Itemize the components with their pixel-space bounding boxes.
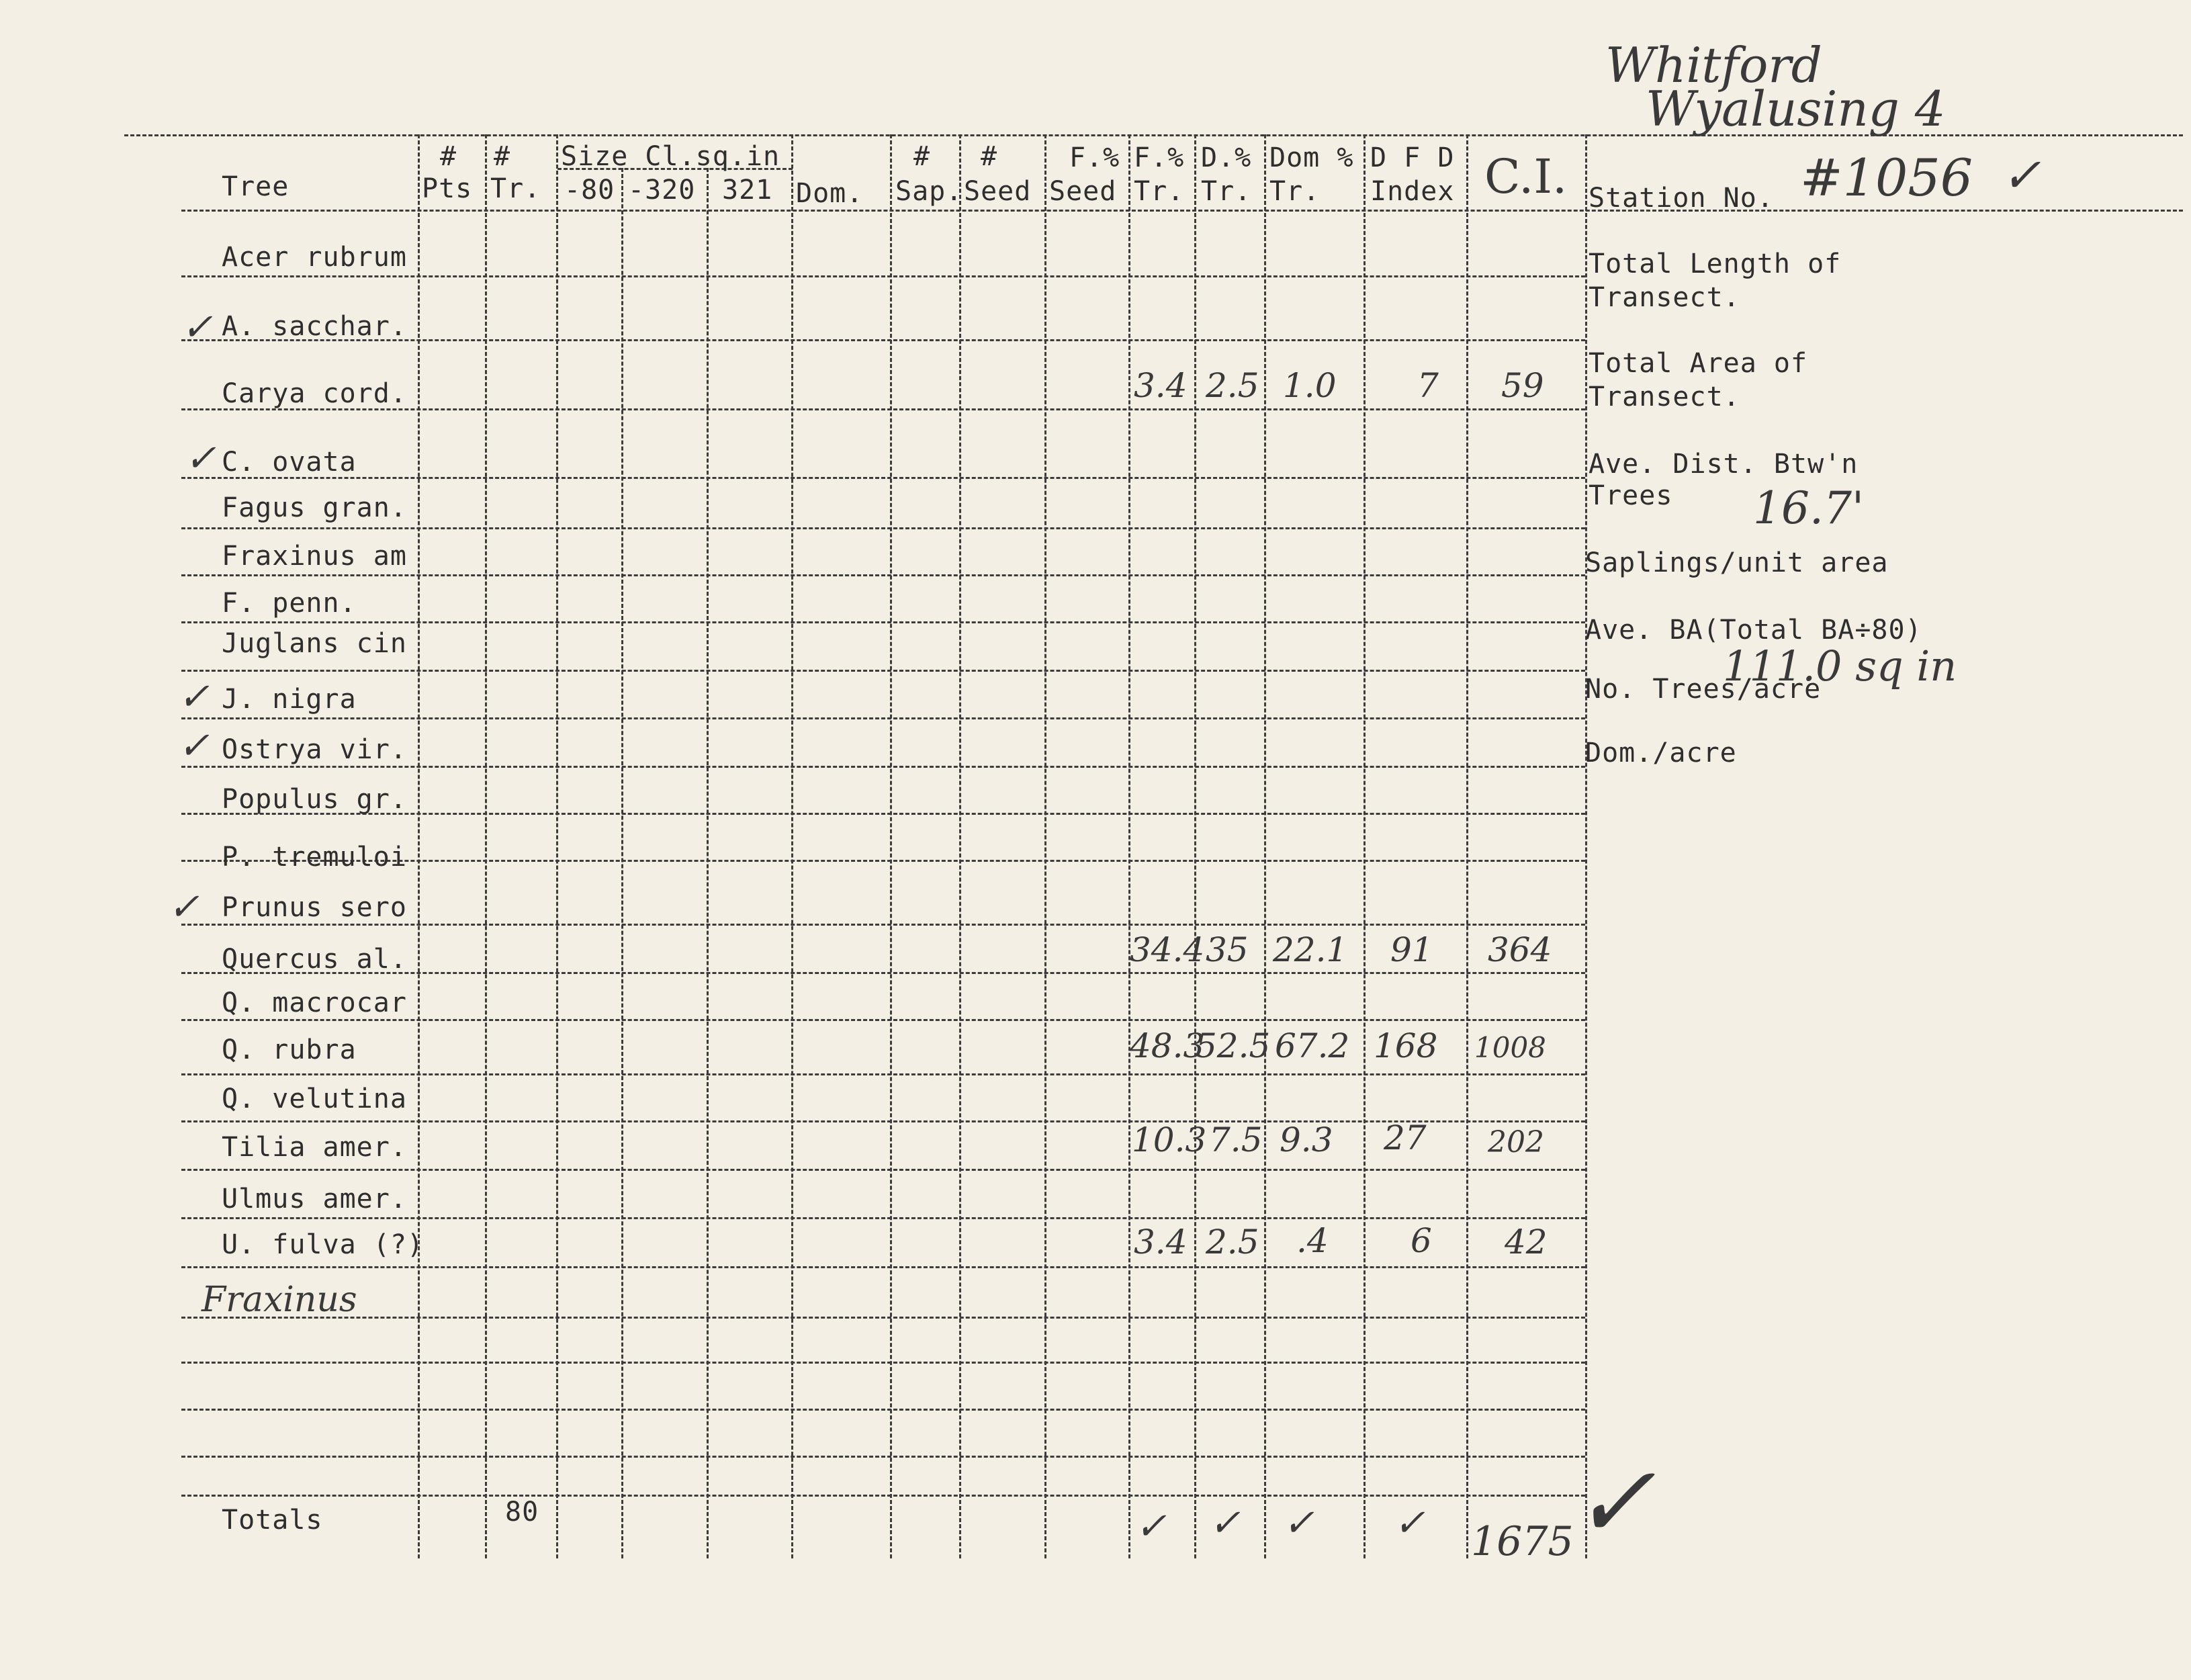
cell-dom-tr: .4 (1296, 1221, 1329, 1260)
species-row: U. fulva (?) (222, 1229, 424, 1260)
cell-dom-tr: 22.1 (1273, 930, 1348, 969)
cell-f-tr: 3.4 (1134, 366, 1188, 405)
col-line (1044, 134, 1046, 1558)
totals-label: Totals (222, 1505, 323, 1536)
cell-dom-tr: 67.2 (1275, 1026, 1350, 1065)
cell-d-tr: 2.5 (1206, 366, 1259, 405)
ave-dist-label: Ave. Dist. Btw'n (1589, 449, 1859, 480)
header-tree: Tree (222, 171, 289, 202)
col-line (1128, 134, 1130, 1558)
cell-f-tr: 48.3 (1130, 1026, 1205, 1065)
cell-dom-tr: 1.0 (1283, 366, 1337, 405)
ave-ba-value: 111.0 sq in (1723, 642, 1957, 691)
header-tr-symbol: # (494, 141, 511, 172)
header-seed: Seed (964, 176, 1032, 207)
station-check-mark: ✓ (2002, 148, 2041, 203)
totals-check: ✓ (1209, 1501, 1241, 1545)
station-no-label: Station No. (1589, 183, 1774, 214)
check-mark: ✓ (178, 675, 210, 719)
check-mark: ✓ (181, 306, 213, 349)
check-mark: ✓ (168, 885, 199, 929)
header-seed-symbol: # (981, 141, 998, 172)
header-size-80: -80 (564, 175, 615, 206)
cell-dfd-index: 6 (1411, 1221, 1432, 1260)
species-row: Prunus sero (222, 892, 407, 923)
row-line (181, 574, 1585, 576)
cell-d-tr: 7.5 (1209, 1120, 1263, 1159)
check-mark: ✓ (185, 437, 216, 480)
col-line (1264, 134, 1266, 1558)
cell-dom-tr: 9.3 (1280, 1120, 1333, 1159)
header-sap: Sap. (895, 176, 963, 207)
species-row: Tilia amer. (222, 1132, 407, 1163)
totals-check-large: ✓ (1572, 1444, 1656, 1561)
header-pts-symbol: # (440, 141, 457, 172)
col-line (485, 134, 487, 1558)
species-row: Q. macrocar (222, 987, 407, 1018)
trees-per-acre-label: No. Trees/acre (1585, 674, 1822, 705)
col-line (621, 168, 623, 1558)
cell-d-tr: 52.5 (1196, 1026, 1271, 1065)
species-row: Fagus gran. (222, 492, 407, 523)
cell-dfd-index: 168 (1374, 1026, 1438, 1065)
header-f-seed: Seed (1049, 176, 1117, 207)
col-line (1466, 134, 1468, 1558)
species-row-handwritten: Fraxinus (202, 1280, 357, 1320)
totals-ci: 1675 (1471, 1518, 1574, 1565)
totals-check: ✓ (1135, 1505, 1167, 1548)
row-line (181, 1217, 1585, 1219)
row-line (181, 1169, 1585, 1171)
cell-ci: 364 (1488, 930, 1552, 969)
species-row: A. sacchar. (222, 311, 407, 342)
header-tr: Tr. (490, 173, 541, 204)
col-line (1585, 134, 1587, 1558)
top-border-line (124, 134, 2183, 136)
species-row: P. tremuloi (222, 842, 407, 873)
row-line (181, 1317, 1585, 1319)
cell-ci: 202 (1488, 1125, 1544, 1159)
row-line (181, 1409, 1585, 1411)
row-line (181, 1362, 1585, 1364)
row-line (181, 477, 1585, 479)
header-dom: Dom. (796, 178, 864, 209)
row-line (181, 670, 1585, 672)
header-dom-tr: Tr. (1269, 176, 1321, 207)
header-d-tr: Tr. (1201, 176, 1252, 207)
header-f-tr: Tr. (1134, 176, 1185, 207)
check-mark: ✓ (178, 724, 210, 768)
species-row: Ulmus amer. (222, 1184, 407, 1214)
cell-f-tr: 34.4 (1130, 930, 1205, 969)
col-line (890, 134, 892, 1558)
cell-f-tr: 3.4 (1134, 1223, 1188, 1262)
species-row: Quercus al. (222, 944, 407, 975)
annotation-wyalusing: Wyalusing 4 (1646, 81, 1946, 137)
row-line (181, 275, 1585, 277)
row-line (181, 621, 1585, 623)
totals-tr: 80 (505, 1497, 539, 1528)
cell-dfd-index: 7 (1417, 366, 1439, 405)
header-size-320: -320 (628, 175, 696, 206)
col-line (707, 168, 709, 1558)
row-line (181, 1266, 1585, 1268)
species-row: Carya cord. (222, 378, 407, 409)
species-row: Q. velutina (222, 1084, 407, 1114)
header-d-tr-top: D.% (1201, 142, 1252, 173)
row-line (181, 1019, 1585, 1021)
cell-dfd-index: 91 (1390, 930, 1433, 969)
header-size-321: 321 (722, 175, 773, 206)
cell-ci: 42 (1505, 1223, 1548, 1262)
species-row: Populus gr. (222, 784, 407, 815)
annotation-station-number: #1056 (1800, 148, 1973, 208)
header-pts: Pts (422, 173, 473, 204)
ave-dist-value: 16.7' (1753, 482, 1865, 534)
species-row: Q. rubra (222, 1034, 357, 1065)
row-line (181, 717, 1585, 719)
row-line (181, 1073, 1585, 1075)
species-row: J. nigra (222, 684, 357, 715)
cell-d-tr: 2.5 (1206, 1223, 1259, 1262)
header-dfd-top: D F D (1370, 142, 1455, 173)
ave-ba-label: Ave. BA(Total BA÷80) (1585, 615, 1922, 646)
col-line (556, 134, 558, 1558)
species-row: C. ovata (222, 447, 357, 478)
col-line (1363, 134, 1366, 1558)
cell-ci: 1008 (1474, 1031, 1546, 1064)
cell-d-tr: 35 (1206, 930, 1249, 969)
total-area-label: Total Area of (1589, 348, 1808, 379)
header-ci: C.I. (1484, 149, 1568, 204)
species-row: F. penn. (222, 588, 357, 619)
totals-check: ✓ (1394, 1501, 1425, 1545)
header-dom-tr-top: Dom % (1269, 142, 1354, 173)
header-f-seed-top: F.% (1069, 142, 1120, 173)
ave-dist-label-2: Trees (1589, 480, 1673, 511)
col-line (1194, 134, 1196, 1558)
cell-f-tr: 10.3 (1132, 1120, 1207, 1159)
header-size-class: Size Cl.sq.in (561, 141, 780, 172)
col-line (959, 134, 961, 1558)
total-area-label-2: Transect. (1589, 382, 1740, 412)
totals-check: ✓ (1283, 1501, 1314, 1545)
header-bottom-line (181, 210, 2183, 212)
dom-per-acre-label: Dom./acre (1585, 738, 1737, 768)
cell-dfd-index: 27 (1384, 1118, 1427, 1157)
row-line (181, 1120, 1585, 1122)
row-line (181, 766, 1585, 768)
species-row: Juglans cin (222, 628, 407, 659)
saplings-label: Saplings/unit area (1585, 547, 1889, 578)
species-row: Fraxinus am (222, 541, 407, 572)
species-row: Ostrya vir. (222, 734, 407, 765)
annotation-whitford: Whitford (1605, 37, 1822, 93)
total-length-label: Total Length of (1589, 249, 1842, 279)
col-line (418, 134, 420, 1558)
row-line (181, 924, 1585, 926)
col-line (791, 134, 793, 1558)
species-row: Acer rubrum (222, 242, 407, 273)
header-sap-symbol: # (913, 141, 931, 172)
header-f-tr-top: F.% (1134, 142, 1185, 173)
header-dfd-index: Index (1370, 176, 1455, 207)
row-line (181, 527, 1585, 529)
totals-line (181, 1495, 1585, 1497)
row-line (181, 1456, 1585, 1458)
cell-ci: 59 (1501, 366, 1544, 405)
total-length-label-2: Transect. (1589, 282, 1740, 313)
